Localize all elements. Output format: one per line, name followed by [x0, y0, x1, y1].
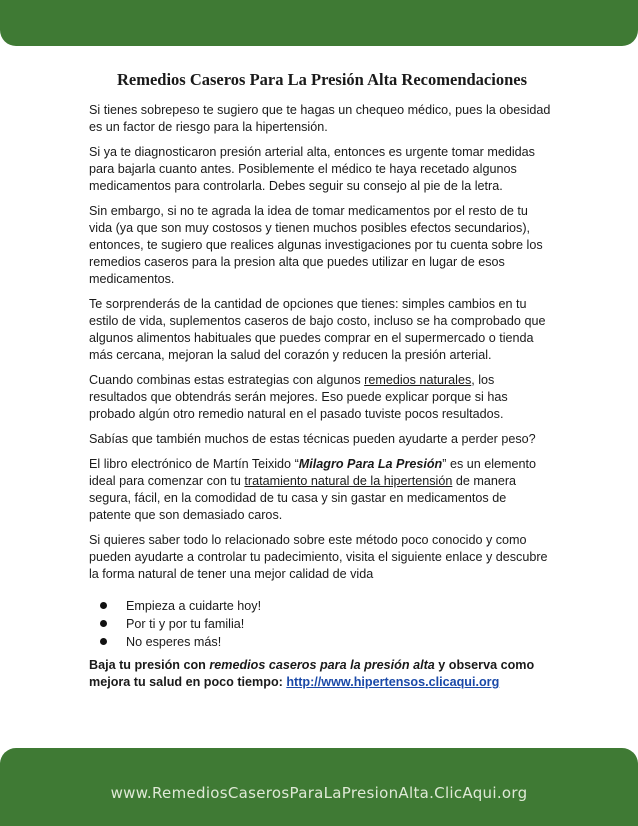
bullet-icon	[100, 620, 107, 627]
hipertensos-url-link[interactable]: http://www.hipertensos.clicaqui.org	[286, 675, 500, 689]
paragraph-7-text-mid: ” es un elemento ideal para comenzar con tu	[89, 457, 537, 488]
list-item	[89, 633, 551, 651]
paragraph-3: Sin embargo, si no te agrada la idea de tomar medicamentos por el resto de tu vida (ya que son muy costosos y tienen muchos posibles efectos secundarios), entonces, te sugiero que realices algunas investigaciones por tu cuenta sobre los remedios caseros para la presion alta que puedes utilizar en lugar de esos medicamentos.	[89, 204, 543, 286]
tratamiento-natural-link[interactable]: tratamiento natural de la hipertensión	[244, 474, 453, 488]
paragraph-2: Si ya te diagnosticaron presión arterial alta, entonces es urgente tomar medidas para bajarla cuanto antes. Posiblemente el médico te haya recetado algunos medicamentos para controlarla. Debes seguir su consejo al pie de la letra.	[89, 145, 535, 193]
closing-text-mid: y observa como mejora tu salud en poco tiempo:	[89, 658, 535, 689]
remedios-naturales-link[interactable]: remedios naturales	[364, 373, 472, 387]
closing-emphasis: remedios caseros para la presión alta	[209, 658, 435, 672]
paragraph-5	[89, 372, 551, 423]
paragraph-7	[89, 456, 551, 524]
paragraph-8: Si quieres saber todo lo relacionado sobre este método poco conocido y como pueden ayudarte a controlar tu padecimiento, visita el siguiente enlace y descubre la forma natural de tener una mejor calidad de vida	[89, 533, 548, 581]
bullet-list	[89, 597, 551, 651]
book-title: Milagro Para La Presión	[298, 457, 443, 471]
bullet-icon	[100, 638, 107, 645]
closing-text-start: Baja tu presión con	[89, 658, 210, 672]
closing-paragraph	[89, 657, 551, 691]
footer-band	[0, 748, 638, 826]
header-band	[0, 0, 638, 46]
footer-url: www.RemediosCaserosParaLaPresionAlta.ClicAqui.org	[110, 784, 528, 802]
paragraph-4: Te sorprenderás de la cantidad de opciones que tienes: simples cambios en tu estilo de vida, suplementos caseros de bajo costo, incluso se ha comprobado que algunos alimentos habituales que puedes comprar en el supermercado o tienda más cercana, mejoran la salud del corazón y reducen la presión arterial.	[89, 297, 546, 362]
bullet-text: No esperes más!	[126, 635, 222, 649]
paragraph-1: Si tienes sobrepeso te sugiero que te hagas un chequeo médico, pues la obesidad es un factor de riesgo para la hipertensión.	[89, 103, 551, 134]
list-item	[89, 597, 551, 615]
list-item	[89, 615, 551, 633]
paragraph-7-text-end: de manera segura, fácil, en la comodidad de tu casa y sin gastar en medicamentos de patente que son demasiado caros.	[89, 474, 517, 522]
paragraph-6: Sabías que también muchos de estas técnicas pueden ayudarte a perder peso?	[89, 432, 536, 446]
document-body	[89, 70, 551, 699]
bullet-text: Por ti y por tu familia!	[126, 617, 245, 631]
page-title: Remedios Caseros Para La Presión Alta Recomendaciones	[116, 70, 527, 89]
paragraph-7-text-start: El libro electrónico de Martín Teixido “	[89, 457, 299, 471]
paragraph-5-text-end: , los resultados que obtendrás serán mejores. Eso puede explicar porque si has probado algún otro remedio natural en el pasado tuviste pocos resultados.	[89, 373, 508, 421]
bullet-text: Empieza a cuidarte hoy!	[126, 599, 262, 613]
paragraph-5-text-start: Cuando combinas estas estrategias con algunos	[89, 373, 365, 387]
bullet-icon	[100, 602, 107, 609]
